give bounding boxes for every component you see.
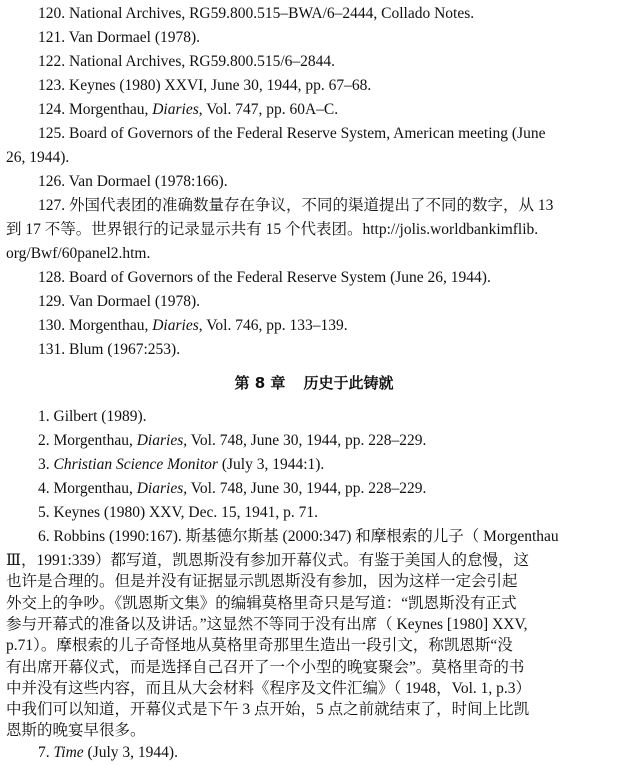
ch8-note-2: 2. Morgenthau, Diaries, Vol. 748, June 30, 1944, pp. 228–229. [38,432,427,449]
ch8-note-1: 1. Gilbert (1989). [38,408,147,425]
note-126: 126. Van Dormael (1978:166). [38,173,228,190]
ch8-note-6-line: Ⅲ，1991:339）都写道，凯恩斯没有参加开幕仪式。有鉴于美国人的怠慢，这 [6,552,530,569]
note-127-cont1: 到 17 不等。世界银行的记录显示共有 15 个代表团。http://jolis.worldbankimflib. [6,221,539,238]
ch8-note-7: 7. Time (July 3, 1944). [38,743,178,761]
note-125-cont: 26, 1944). [6,149,70,166]
note-125: 125. Board of Governors of the Federal Reserve System, American meeting (June [38,125,546,142]
ch8-note-4: 4. Morgenthau, Diaries, Vol. 748, June 30, 1944, pp. 228–229. [38,480,427,497]
ch8-note-3: 3. Christian Science Monitor (July 3, 1944:1). [38,456,325,473]
note-121: 121. Van Dormael (1978). [38,29,201,46]
ch8-note-6-line: 也许是合理的。但是并没有证据显示凯恩斯没有参加，因为这样一定会引起 [6,573,518,591]
note-128: 128. Board of Governors of the Federal Reserve System (June 26, 1944). [38,269,491,286]
ch8-note-6-line: 外交上的争吵。《凯恩斯文集》的编辑莫格里奇只是写道：“凯恩斯没有正式 [6,594,517,612]
note-127: 127. 外国代表团的准确数量存在争议，不同的渠道提出了不同的数字，从 13 [38,197,554,214]
ch8-note-6-line: 参与开幕式的准备以及讲话。”这显然不等同于没有出席（ Keynes [1980] XXV, [6,615,528,633]
ch8-note-6-line: 中并没有这些内容，而且从大会材料《程序及文件汇编》（ 1948，Vol. 1, p.3） [6,679,532,697]
note-127-cont2: org/Bwf/60panel2.htm. [6,245,151,262]
ch8-note-6-line: 有出席开幕仪式，而是选择自己召开了一个小型的晚宴聚会”。莫格里奇的书 [6,658,525,676]
note-131: 131. Blum (1967:253). [38,341,181,358]
ch8-note-6: 6. Robbins (1990:167). 斯基德尔斯基 (2000:347) 和摩根索的儿子（ Morgenthau [38,528,559,545]
ch8-note-5: 5. Keynes (1980) XXV, Dec. 15, 1941, p. 71. [38,504,318,521]
chapter-heading: 第 8 章 历史于此铸就 [234,374,394,392]
note-123: 123. Keynes (1980) XXVI, June 30, 1944, pp. 67–68. [38,77,372,94]
note-120: 120. National Archives, RG59.800.515–BWA/6–2444, Collado Notes. [38,5,475,22]
ch8-note-6-line: 中我们可以知道，开幕仪式是下午 3 点开始，5 点之前就结束了，时间上比凯 [6,701,530,719]
note-130: 130. Morgenthau, Diaries, Vol. 746, pp. 133–139. [38,317,348,334]
note-129: 129. Van Dormael (1978). [38,293,201,310]
note-124: 124. Morgenthau, Diaries, Vol. 747, pp. 60A–C. [38,101,339,118]
ch8-note-6-line: p.71）。摩根索的儿子奇怪地从莫格里奇那里生造出一段引文，称凯恩斯“没 [6,637,513,655]
ch8-note-6-line: 恩斯的晚宴早很多。 [6,722,146,740]
note-122: 122. National Archives, RG59.800.515/6–2844. [38,53,336,70]
